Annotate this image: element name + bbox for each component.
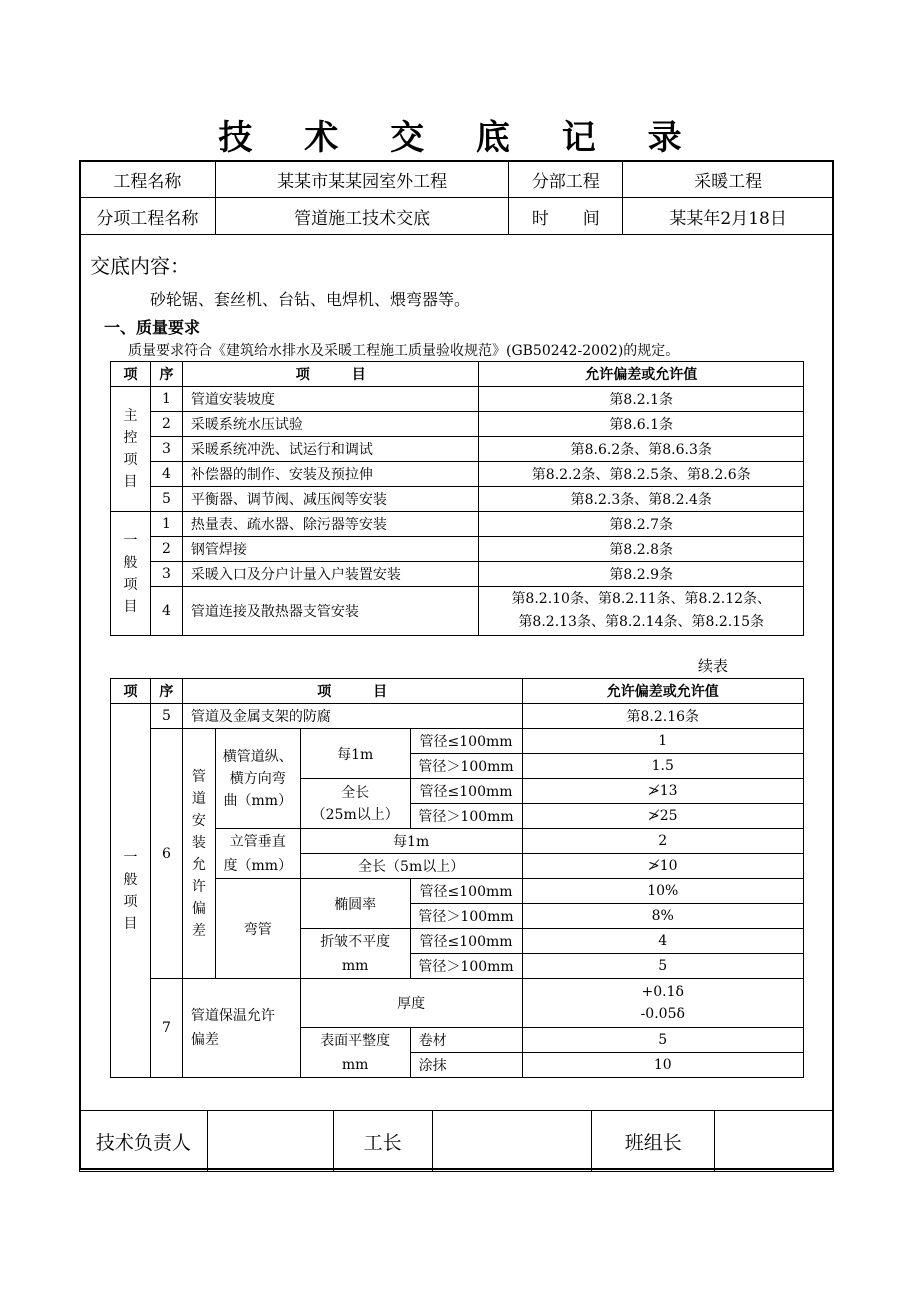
row-seq: 2 <box>150 537 182 562</box>
row-value: 第8.6.2条、第8.6.3条 <box>479 437 804 462</box>
time-label: 时 间 <box>509 198 623 235</box>
full-length-label: 全长 （25m以上） <box>300 779 410 829</box>
row-item: 管道安装坡度 <box>182 387 479 412</box>
time: 某某年2月18日 <box>623 198 834 235</box>
table-row <box>111 387 804 412</box>
continued-table <box>110 678 804 1078</box>
horizontal-bend-label: 横管道纵、 横方向弯 曲（mm） <box>215 729 300 829</box>
row-seq: 1 <box>150 387 182 412</box>
row-seq: 7 <box>150 979 182 1078</box>
row-value: 第8.2.7条 <box>479 512 804 537</box>
row-value: 10 <box>522 1053 804 1078</box>
diameter-le-100: 管径≤100mm <box>410 879 522 904</box>
full-length-label: 全长（5m以上） <box>300 854 522 879</box>
row-value: 第8.2.2条、第8.2.5条、第8.2.6条 <box>479 462 804 487</box>
thickness-value: +0.1δ -0.05δ <box>522 979 804 1028</box>
team-leader-signature[interactable] <box>715 1111 834 1172</box>
diameter-le-100: 管径≤100mm <box>410 929 522 954</box>
row-item: 钢管焊接 <box>182 537 479 562</box>
bend-label: 弯管 <box>215 879 300 979</box>
row-seq: 3 <box>150 562 182 587</box>
table-row <box>111 437 804 462</box>
roll-label: 卷材 <box>410 1028 522 1053</box>
row-value: ≯10 <box>522 854 804 879</box>
diameter-gt-100: 管径＞100mm <box>410 804 522 829</box>
col-item-header: 项 <box>111 362 151 387</box>
row-seq: 4 <box>150 587 182 636</box>
col-value-header: 允许偏差或允许值 <box>479 362 804 387</box>
col-item-header: 项 <box>111 679 151 704</box>
col-seq-header: 序 <box>150 679 182 704</box>
header-table <box>79 160 834 235</box>
flatness-label: 表面平整度 mm <box>300 1028 410 1078</box>
row-value: 2 <box>522 829 804 854</box>
row-item: 补偿器的制作、安装及预拉伸 <box>182 462 479 487</box>
row-value: 第8.2.8条 <box>479 537 804 562</box>
table-row <box>111 512 804 537</box>
wrinkle-label: 折皱不平度 mm <box>300 929 410 979</box>
row-value: 第8.2.9条 <box>479 562 804 587</box>
division: 采暖工程 <box>623 161 834 198</box>
table-row <box>111 462 804 487</box>
row-value: 8% <box>522 904 804 929</box>
team-leader-label: 班组长 <box>592 1111 715 1172</box>
project-name-label: 工程名称 <box>80 161 216 198</box>
row-seq: 6 <box>150 729 182 979</box>
row-value: 1 <box>522 729 804 754</box>
section-text: 质量要求符合《建筑给水排水及采暖工程施工质量验收规范》(GB50242-2002)的规定。 <box>128 343 680 359</box>
row-value: 第8.6.1条 <box>479 412 804 437</box>
row-item: 采暖系统冲洗、试运行和调试 <box>182 437 479 462</box>
project-name: 某某市某某园室外工程 <box>215 161 509 198</box>
row-item: 管道及金属支架的防腐 <box>182 704 522 729</box>
tech-lead-label: 技术负责人 <box>80 1111 208 1172</box>
row-seq: 5 <box>150 704 182 729</box>
diameter-gt-100: 管径＞100mm <box>410 904 522 929</box>
diameter-gt-100: 管径＞100mm <box>410 954 522 979</box>
section-title: 一、质量要求 <box>104 318 201 337</box>
subitem-label: 分项工程名称 <box>80 198 216 235</box>
foreman-signature[interactable] <box>432 1111 592 1172</box>
row-label: 管 道 安 装 允 许 偏 差 <box>182 729 215 979</box>
row-value: 第8.2.16条 <box>522 704 804 729</box>
foreman-label: 工长 <box>333 1111 432 1172</box>
paint-label: 涂抹 <box>410 1053 522 1078</box>
col-project-header: 项 目 <box>182 679 522 704</box>
insulation-label: 管道保温允许 偏差 <box>182 979 300 1078</box>
content-label: 交底内容： <box>90 254 190 278</box>
col-seq-header: 序 <box>150 362 182 387</box>
table-row <box>111 562 804 587</box>
row-item: 管道连接及散热器支管安装 <box>182 587 479 636</box>
main-items-table <box>110 361 804 636</box>
col-project-header: 项 目 <box>182 362 479 387</box>
group-general-label: 一 般 项 目 <box>111 704 151 1078</box>
row-seq: 4 <box>150 462 182 487</box>
row-value: 第8.2.3条、第8.2.4条 <box>479 487 804 512</box>
continued-label: 续表 <box>698 657 729 675</box>
thickness-label: 厚度 <box>300 979 522 1028</box>
group-main-label: 主 控 项 目 <box>111 387 151 512</box>
row-value: 5 <box>522 1028 804 1053</box>
division-label: 分部工程 <box>509 161 623 198</box>
row-item: 热量表、疏水器、除污器等安装 <box>182 512 479 537</box>
tools-line: 砂轮锯、套丝机、台钻、电焊机、煨弯器等。 <box>150 290 471 309</box>
col-value-header: 允许偏差或允许值 <box>522 679 804 704</box>
diameter-le-100: 管径≤100mm <box>410 779 522 804</box>
per-1m-label: 每1m <box>300 829 522 854</box>
row-value: 第8.2.1条 <box>479 387 804 412</box>
table-row <box>111 587 804 636</box>
table-row <box>111 537 804 562</box>
table-row <box>111 412 804 437</box>
row-item: 采暖系统水压试验 <box>182 412 479 437</box>
row-value: 1.5 <box>522 754 804 779</box>
row-seq: 1 <box>150 512 182 537</box>
row-value: 10% <box>522 879 804 904</box>
row-value: 4 <box>522 929 804 954</box>
row-seq: 5 <box>150 487 182 512</box>
row-item: 采暖入口及分户计量入户装置安装 <box>182 562 479 587</box>
row-value: ≯13 <box>522 779 804 804</box>
row-value: 第8.2.10条、第8.2.11条、第8.2.12条、 第8.2.13条、第8.2.14条、第8.2.15条 <box>479 587 804 636</box>
row-value: 5 <box>522 954 804 979</box>
ellipse-label: 椭圆率 <box>300 879 410 929</box>
signoff-table <box>79 1110 834 1172</box>
diameter-le-100: 管径≤100mm <box>410 729 522 754</box>
row-seq: 3 <box>150 437 182 462</box>
group-general-label: 一 般 项 目 <box>111 512 151 636</box>
subitem: 管道施工技术交底 <box>215 198 509 235</box>
row-seq: 2 <box>150 412 182 437</box>
vertical-label: 立管垂直 度（mm） <box>215 829 300 879</box>
per-1m-label: 每1m <box>300 729 410 779</box>
tech-lead-signature[interactable] <box>207 1111 333 1172</box>
diameter-gt-100: 管径＞100mm <box>410 754 522 779</box>
row-item: 平衡器、调节阀、减压阀等安装 <box>182 487 479 512</box>
table-row <box>111 487 804 512</box>
page-title: 技 术 交 底 记 录 <box>218 118 702 158</box>
row-value: ≯25 <box>522 804 804 829</box>
